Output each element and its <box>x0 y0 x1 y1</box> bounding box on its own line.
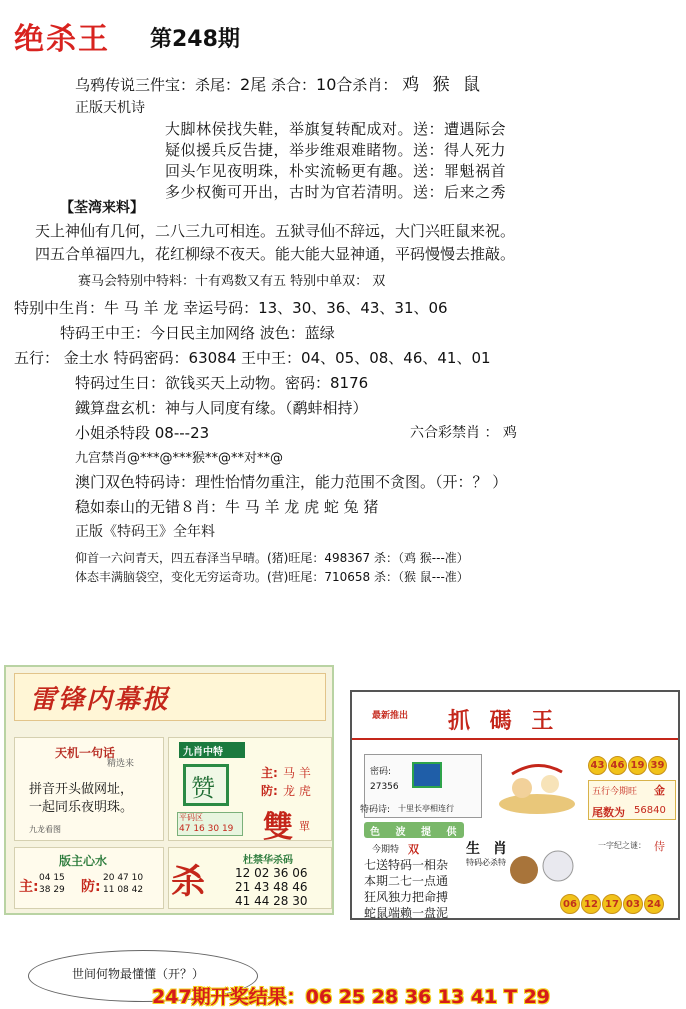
crow-line <box>75 70 484 95</box>
taiwan-line-1: 天上神仙有几何，二八三九可相连。五狱寻仙不辞远，大门兴旺鼠来祝。 <box>35 222 516 240</box>
pw-value: 27356 <box>370 782 399 792</box>
tianji-phrase-2: 一起同乐夜明珠。 <box>29 800 134 815</box>
pw-label: 密码: <box>370 767 392 777</box>
tail-label: 尾数为 <box>592 806 625 819</box>
left-card-title: 雷锋内幕报 <box>30 685 171 715</box>
sha-row-1: 12 02 36 06 <box>235 866 308 880</box>
top-ball-4: 39 <box>648 756 667 775</box>
crow-tail-value: 2尾 <box>240 75 267 94</box>
poem-line-3: 回头乍见夜明珠，朴实流畅更有趣。送：罪魁祸首 <box>165 162 507 180</box>
right-card <box>350 690 680 920</box>
right-card-title: 抓 碼 王 <box>448 708 560 734</box>
red-value: 双 <box>408 843 419 856</box>
sheng-sub: 特码必杀特 <box>466 858 506 867</box>
tail-value: 56840 <box>634 805 666 816</box>
crow-zodiac-label: 杀肖： <box>352 76 398 94</box>
lotto-ban-line: 六合彩禁肖 ： 鸡 <box>410 425 517 441</box>
zodiac-line: 特别中生肖：牛 马 羊 龙 幸运号码：13、30、36、43、31、06 <box>14 299 448 317</box>
race-line: 赛马会特别中特料：十有鸡数又有五 特别中单双： 双 <box>78 274 386 289</box>
issue-number: 第248期 <box>150 27 240 52</box>
sha-box <box>168 847 332 909</box>
top-ball-1: 43 <box>588 756 607 775</box>
rc-line-1: 七送特码一相杂 <box>364 858 449 872</box>
tianji-sub: 精选来 <box>107 759 135 769</box>
bottom-ball-3: 17 <box>602 894 622 914</box>
left-card <box>4 665 334 915</box>
crow-label: 乌鸦传说三件宝： <box>75 76 196 94</box>
red-label: 今期特 <box>372 845 400 855</box>
mid-box <box>168 737 332 845</box>
zhu-value: 马 羊 <box>283 766 311 780</box>
period-label: 五行今期旺 <box>592 787 638 797</box>
color-row: 色 波 提 供 <box>370 827 463 838</box>
right-card-top-left: 最新推出 <box>372 711 409 721</box>
king-line: 特码王中王：今日民主加网络 波色：蓝绿 <box>60 324 335 342</box>
sha-title: 杜禁华杀码 <box>243 855 293 866</box>
taiwan-line-2: 四五合单福四九，花红柳绿不夜天。能大能大显神通，平码慢慢去推敲。 <box>35 245 516 263</box>
bottom-ball-4: 03 <box>623 894 643 914</box>
poem-line-4: 多少权衡可开出，古时为官若清明。送：后来之秀 <box>165 183 507 201</box>
poem-line-2: 疑似援兵反告捷，举步维艰难睹物。送：得人死力 <box>165 141 507 159</box>
sheng-label: 生 肖 <box>466 841 511 857</box>
crow-combo-value: 10合 <box>316 75 353 94</box>
verse-line-1: 仰首一六问青天，四五春泽当早晴。(猪)旺尾：498367 杀：（鸡 猴---准） <box>75 551 469 565</box>
tianji-footer: 九龙看图 <box>29 825 61 834</box>
nine-palace-line: 九宫禁肖@***@***猴**@**对**@ <box>75 451 284 466</box>
rc-line-3: 狂风独力把命搏 <box>364 890 449 904</box>
crow-zodiac-value: 鸡 猴 鼠 <box>402 75 484 95</box>
mid-title: 九肖中特 <box>183 747 223 758</box>
right-note-value: 侍 <box>654 840 665 853</box>
bottom-zhu-label: 主: <box>19 879 39 895</box>
fang-label: 防: <box>261 784 278 798</box>
zhu-label: 主: <box>261 766 278 780</box>
bottom-ball-2: 12 <box>581 894 601 914</box>
dan-glyph: 單 <box>299 820 310 833</box>
verse-line-2: 体态丰满脑袋空，变化无穷运奇功。(营)旺尾：710658 杀：（猴 鼠---准） <box>75 570 469 584</box>
period-gold: 金 <box>654 784 665 797</box>
big-glyph: 赞 <box>191 774 215 802</box>
crow-tail-label: 杀尾： <box>195 76 241 94</box>
bottom-fang-nums: 20 47 10 11 08 42 <box>103 873 144 895</box>
rc-line-4: 蛇鼠端赖一盘泥 <box>364 906 449 920</box>
lady-line: 小姐杀特段 08---23 <box>75 424 210 442</box>
fang-value: 龙 虎 <box>283 784 311 798</box>
crow-combo-label: 杀合： <box>271 76 317 94</box>
ping-label: 平码区 <box>179 813 203 822</box>
poem-line-1: 大脚林侯找失鞋，举旗复转配成对。送：遭遇际会 <box>165 120 507 138</box>
tianji-title: 天机一句话 <box>55 746 116 760</box>
tianji-box <box>14 737 164 841</box>
shuang-glyph: 雙 <box>263 810 293 845</box>
bottom-ball-1: 06 <box>560 894 580 914</box>
birthday-line: 特码过生日：欲钱买天上动物。密码：8176 <box>75 374 369 392</box>
poem-title: 正版天机诗 <box>75 100 145 116</box>
sha-row-3: 41 44 28 30 <box>235 894 308 908</box>
sha-glyph: 杀 <box>171 862 205 902</box>
taishan-line: 稳如泰山的无错８肖：牛 马 羊 龙 虎 蛇 兔 猪 <box>75 498 379 516</box>
cartoon-illustration <box>492 754 582 818</box>
tm-value: 十里长亭相连行 <box>398 804 454 813</box>
draw-result: 247期开奖结果：06 25 28 36 13 41 T 29 <box>152 986 551 1008</box>
bottom-zhu-nums: 04 15 38 29 <box>39 873 65 895</box>
sha-row-2: 21 43 48 46 <box>235 880 308 894</box>
logo-icon <box>412 762 442 788</box>
heart-box <box>14 847 164 909</box>
cartoon-animals <box>502 842 582 892</box>
right-note: 一字纪之谜： <box>598 841 646 850</box>
bottom-fang-label: 防: <box>81 879 101 895</box>
top-ball-2: 46 <box>608 756 627 775</box>
taiwan-title: 【荃湾来料】 <box>60 200 144 216</box>
tianji-phrase-1: 拼音开头做网址， <box>29 782 134 797</box>
macau-line: 澳门双色特码诗：理性怡情勿重注，能力范围不贪图。（开：？ ） <box>75 473 508 491</box>
heart-title: 版主心水 <box>59 854 108 868</box>
annual-line: 正版《特码王》全年料 <box>75 524 215 540</box>
top-ball-3: 19 <box>628 756 647 775</box>
bottom-ball-5: 24 <box>644 894 664 914</box>
element-line: 五行： 金土水 特码密码：63084 王中王：04、05、08、46、41、01 <box>14 349 491 367</box>
brand-title: 绝杀王 <box>14 22 110 57</box>
abacus-line: 鐵算盘玄机：神与人同度有缘。（鹬蚌相持） <box>75 399 368 417</box>
cloud-text: 世间何物最懂懂（开？） <box>72 967 205 981</box>
rc-line-2: 本期二七一点通 <box>364 874 449 888</box>
tm-label: 特码诗: <box>360 805 391 815</box>
ping-nums: 47 16 30 19 <box>179 824 234 834</box>
